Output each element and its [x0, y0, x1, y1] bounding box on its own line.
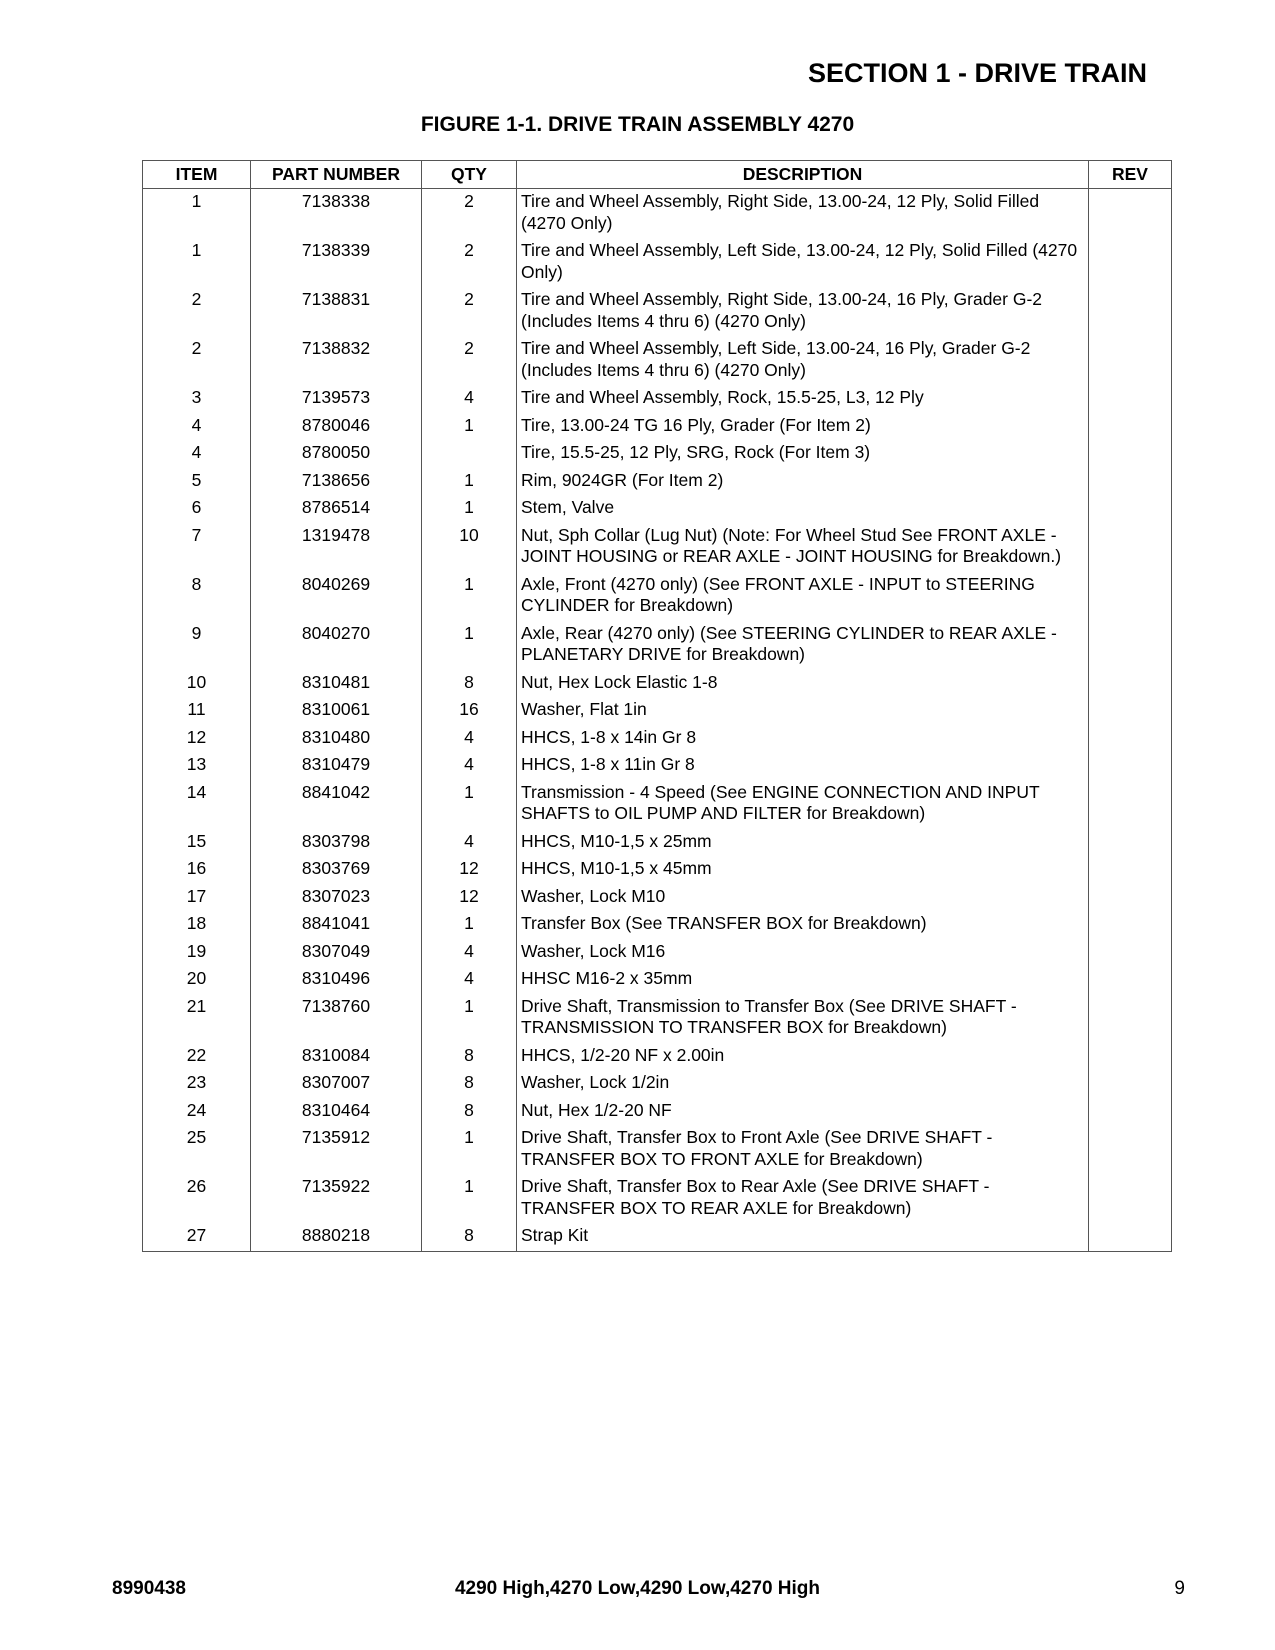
part-number-cell: 8303798	[251, 829, 422, 857]
description-cell: HHCS, M10-1,5 x 25mm	[517, 829, 1089, 857]
rev-cell	[1089, 1223, 1172, 1251]
table-row	[143, 966, 1172, 994]
item-cell: 19	[143, 939, 251, 967]
table-row	[143, 752, 1172, 780]
description-cell: Axle, Front (4270 only) (See FRONT AXLE - INPUT to STEERING CYLINDER for Breakdown)	[517, 572, 1089, 621]
footer-page-number: 9	[1174, 1578, 1185, 1599]
item-cell: 26	[143, 1174, 251, 1223]
table-row	[143, 1070, 1172, 1098]
item-cell: 15	[143, 829, 251, 857]
rev-cell	[1089, 1125, 1172, 1174]
table-row	[143, 413, 1172, 441]
qty-cell: 8	[422, 1223, 517, 1251]
table-row	[143, 911, 1172, 939]
footer-doc-number: 8990438	[112, 1578, 186, 1599]
table-row	[143, 697, 1172, 725]
table-row	[143, 939, 1172, 967]
table-row	[143, 780, 1172, 829]
item-cell: 4	[143, 440, 251, 468]
table-row	[143, 238, 1172, 287]
qty-cell: 4	[422, 966, 517, 994]
qty-cell: 4	[422, 939, 517, 967]
rev-cell	[1089, 697, 1172, 725]
description-cell: Washer, Lock M10	[517, 884, 1089, 912]
part-number-cell: 8786514	[251, 495, 422, 523]
part-number-cell: 8780050	[251, 440, 422, 468]
item-cell: 5	[143, 468, 251, 496]
part-number-cell: 7138656	[251, 468, 422, 496]
description-cell: HHSC M16-2 x 35mm	[517, 966, 1089, 994]
description-cell: Rim, 9024GR (For Item 2)	[517, 468, 1089, 496]
qty-cell: 8	[422, 1098, 517, 1126]
table-row	[143, 1174, 1172, 1223]
parts-table-header	[143, 161, 1172, 189]
qty-cell: 12	[422, 884, 517, 912]
description-cell: Drive Shaft, Transmission to Transfer Box (See DRIVE SHAFT - TRANSMISSION TO TRANSFER BOX for Breakdown)	[517, 994, 1089, 1043]
table-row	[143, 385, 1172, 413]
table-row	[143, 1223, 1172, 1251]
qty-cell: 1	[422, 468, 517, 496]
rev-cell	[1089, 413, 1172, 441]
table-row	[143, 670, 1172, 698]
rev-cell	[1089, 884, 1172, 912]
description-cell: Axle, Rear (4270 only) (See STEERING CYLINDER to REAR AXLE - PLANETARY DRIVE for Breakdown)	[517, 621, 1089, 670]
rev-cell	[1089, 385, 1172, 413]
part-number-cell: 7135922	[251, 1174, 422, 1223]
rev-cell	[1089, 1174, 1172, 1223]
description-cell: Strap Kit	[517, 1223, 1089, 1251]
table-row	[143, 1098, 1172, 1126]
rev-cell	[1089, 911, 1172, 939]
qty-cell: 4	[422, 725, 517, 753]
item-cell: 10	[143, 670, 251, 698]
part-number-cell: 8310496	[251, 966, 422, 994]
qty-cell: 1	[422, 994, 517, 1043]
part-number-cell: 7138832	[251, 336, 422, 385]
table-row	[143, 523, 1172, 572]
column-header-qty: QTY	[422, 161, 517, 189]
table-row	[143, 1125, 1172, 1174]
item-cell: 3	[143, 385, 251, 413]
qty-cell: 1	[422, 572, 517, 621]
part-number-cell: 8310061	[251, 697, 422, 725]
rev-cell	[1089, 670, 1172, 698]
rev-cell	[1089, 495, 1172, 523]
item-cell: 11	[143, 697, 251, 725]
item-cell: 23	[143, 1070, 251, 1098]
qty-cell	[422, 440, 517, 468]
item-cell: 13	[143, 752, 251, 780]
item-cell: 18	[143, 911, 251, 939]
rev-cell	[1089, 725, 1172, 753]
part-number-cell: 8040269	[251, 572, 422, 621]
qty-cell: 2	[422, 238, 517, 287]
part-number-cell: 8841041	[251, 911, 422, 939]
part-number-cell: 7138339	[251, 238, 422, 287]
part-number-cell: 8307049	[251, 939, 422, 967]
item-cell: 6	[143, 495, 251, 523]
description-cell: Nut, Sph Collar (Lug Nut) (Note: For Wheel Stud See FRONT AXLE - JOINT HOUSING or REAR AXLE - JOINT HOUSING for Breakdown.)	[517, 523, 1089, 572]
description-cell: Nut, Hex 1/2-20 NF	[517, 1098, 1089, 1126]
part-number-cell: 8310480	[251, 725, 422, 753]
part-number-cell: 8780046	[251, 413, 422, 441]
qty-cell: 2	[422, 287, 517, 336]
item-cell: 25	[143, 1125, 251, 1174]
part-number-cell: 8307007	[251, 1070, 422, 1098]
description-cell: Tire and Wheel Assembly, Right Side, 13.00-24, 12 Ply, Solid Filled (4270 Only)	[517, 189, 1089, 239]
item-cell: 1	[143, 189, 251, 239]
rev-cell	[1089, 621, 1172, 670]
description-cell: Tire and Wheel Assembly, Left Side, 13.00-24, 12 Ply, Solid Filled (4270 Only)	[517, 238, 1089, 287]
column-header-part-number: PART NUMBER	[251, 161, 422, 189]
part-number-cell: 7138338	[251, 189, 422, 239]
rev-cell	[1089, 238, 1172, 287]
part-number-cell: 8880218	[251, 1223, 422, 1251]
description-cell: Stem, Valve	[517, 495, 1089, 523]
description-cell: Washer, Lock 1/2in	[517, 1070, 1089, 1098]
table-row	[143, 725, 1172, 753]
description-cell: Nut, Hex Lock Elastic 1-8	[517, 670, 1089, 698]
description-cell: Transmission - 4 Speed (See ENGINE CONNECTION AND INPUT SHAFTS to OIL PUMP AND FILTER for Breakdown)	[517, 780, 1089, 829]
description-cell: HHCS, 1-8 x 14in Gr 8	[517, 725, 1089, 753]
rev-cell	[1089, 572, 1172, 621]
item-cell: 24	[143, 1098, 251, 1126]
table-row	[143, 572, 1172, 621]
qty-cell: 1	[422, 413, 517, 441]
part-number-cell: 7135912	[251, 1125, 422, 1174]
description-cell: Tire, 13.00-24 TG 16 Ply, Grader (For Item 2)	[517, 413, 1089, 441]
table-row	[143, 856, 1172, 884]
table-row	[143, 336, 1172, 385]
description-cell: Drive Shaft, Transfer Box to Rear Axle (See DRIVE SHAFT - TRANSFER BOX TO REAR AXLE for Breakdown)	[517, 1174, 1089, 1223]
rev-cell	[1089, 1070, 1172, 1098]
qty-cell: 1	[422, 780, 517, 829]
item-cell: 8	[143, 572, 251, 621]
description-cell: Tire and Wheel Assembly, Right Side, 13.00-24, 16 Ply, Grader G-2 (Includes Items 4 thru 6) (4270 Only)	[517, 287, 1089, 336]
item-cell: 12	[143, 725, 251, 753]
rev-cell	[1089, 440, 1172, 468]
qty-cell: 2	[422, 336, 517, 385]
rev-cell	[1089, 752, 1172, 780]
description-cell: Washer, Lock M16	[517, 939, 1089, 967]
qty-cell: 8	[422, 1043, 517, 1071]
table-row	[143, 621, 1172, 670]
rev-cell	[1089, 1043, 1172, 1071]
item-cell: 9	[143, 621, 251, 670]
column-header-rev: REV	[1089, 161, 1172, 189]
section-title: SECTION 1 - DRIVE TRAIN	[807, 58, 1147, 88]
part-number-cell: 7138831	[251, 287, 422, 336]
column-header-description: DESCRIPTION	[517, 161, 1089, 189]
description-cell: Drive Shaft, Transfer Box to Front Axle (See DRIVE SHAFT - TRANSFER BOX TO FRONT AXLE for Breakdown)	[517, 1125, 1089, 1174]
description-cell: Transfer Box (See TRANSFER BOX for Breakdown)	[517, 911, 1089, 939]
qty-cell: 1	[422, 1125, 517, 1174]
item-cell: 2	[143, 287, 251, 336]
part-number-cell: 8310464	[251, 1098, 422, 1126]
qty-cell: 1	[422, 495, 517, 523]
rev-cell	[1089, 336, 1172, 385]
qty-cell: 12	[422, 856, 517, 884]
table-row	[143, 994, 1172, 1043]
item-cell: 7	[143, 523, 251, 572]
qty-cell: 4	[422, 385, 517, 413]
qty-cell: 4	[422, 829, 517, 857]
rev-cell	[1089, 189, 1172, 239]
qty-cell: 16	[422, 697, 517, 725]
item-cell: 2	[143, 336, 251, 385]
description-cell: Washer, Flat 1in	[517, 697, 1089, 725]
qty-cell: 8	[422, 1070, 517, 1098]
qty-cell: 2	[422, 189, 517, 239]
part-number-cell: 8307023	[251, 884, 422, 912]
part-number-cell: 8841042	[251, 780, 422, 829]
qty-cell: 8	[422, 670, 517, 698]
table-row	[143, 495, 1172, 523]
table-row	[143, 440, 1172, 468]
qty-cell: 1	[422, 911, 517, 939]
part-number-cell: 8310481	[251, 670, 422, 698]
rev-cell	[1089, 523, 1172, 572]
table-row	[143, 287, 1172, 336]
table-row	[143, 829, 1172, 857]
header-row	[143, 161, 1172, 189]
table-row	[143, 468, 1172, 496]
part-number-cell: 8310084	[251, 1043, 422, 1071]
item-cell: 1	[143, 238, 251, 287]
part-number-cell: 8040270	[251, 621, 422, 670]
rev-cell	[1089, 939, 1172, 967]
rev-cell	[1089, 287, 1172, 336]
column-header-item: ITEM	[143, 161, 251, 189]
parts-table-body	[143, 189, 1172, 1252]
qty-cell: 1	[422, 1174, 517, 1223]
table-row	[143, 189, 1172, 239]
footer-models: 4290 High,4270 Low,4290 Low,4270 High	[454, 1578, 821, 1599]
item-cell: 20	[143, 966, 251, 994]
rev-cell	[1089, 856, 1172, 884]
table-row	[143, 1043, 1172, 1071]
rev-cell	[1089, 994, 1172, 1043]
rev-cell	[1089, 468, 1172, 496]
parts-table	[142, 160, 1172, 1252]
item-cell: 22	[143, 1043, 251, 1071]
part-number-cell: 7138760	[251, 994, 422, 1043]
rev-cell	[1089, 966, 1172, 994]
part-number-cell: 8303769	[251, 856, 422, 884]
qty-cell: 1	[422, 621, 517, 670]
part-number-cell: 8310479	[251, 752, 422, 780]
rev-cell	[1089, 1098, 1172, 1126]
description-cell: HHCS, M10-1,5 x 45mm	[517, 856, 1089, 884]
qty-cell: 4	[422, 752, 517, 780]
figure-title: FIGURE 1-1. DRIVE TRAIN ASSEMBLY 4270	[420, 113, 855, 136]
description-cell: HHCS, 1-8 x 11in Gr 8	[517, 752, 1089, 780]
item-cell: 17	[143, 884, 251, 912]
rev-cell	[1089, 780, 1172, 829]
description-cell: Tire, 15.5-25, 12 Ply, SRG, Rock (For Item 3)	[517, 440, 1089, 468]
description-cell: HHCS, 1/2-20 NF x 2.00in	[517, 1043, 1089, 1071]
table-row	[143, 884, 1172, 912]
item-cell: 27	[143, 1223, 251, 1251]
part-number-cell: 1319478	[251, 523, 422, 572]
item-cell: 21	[143, 994, 251, 1043]
part-number-cell: 7139573	[251, 385, 422, 413]
item-cell: 4	[143, 413, 251, 441]
item-cell: 14	[143, 780, 251, 829]
rev-cell	[1089, 829, 1172, 857]
item-cell: 16	[143, 856, 251, 884]
description-cell: Tire and Wheel Assembly, Rock, 15.5-25, L3, 12 Ply	[517, 385, 1089, 413]
description-cell: Tire and Wheel Assembly, Left Side, 13.00-24, 16 Ply, Grader G-2 (Includes Items 4 thru 6) (4270 Only)	[517, 336, 1089, 385]
qty-cell: 10	[422, 523, 517, 572]
